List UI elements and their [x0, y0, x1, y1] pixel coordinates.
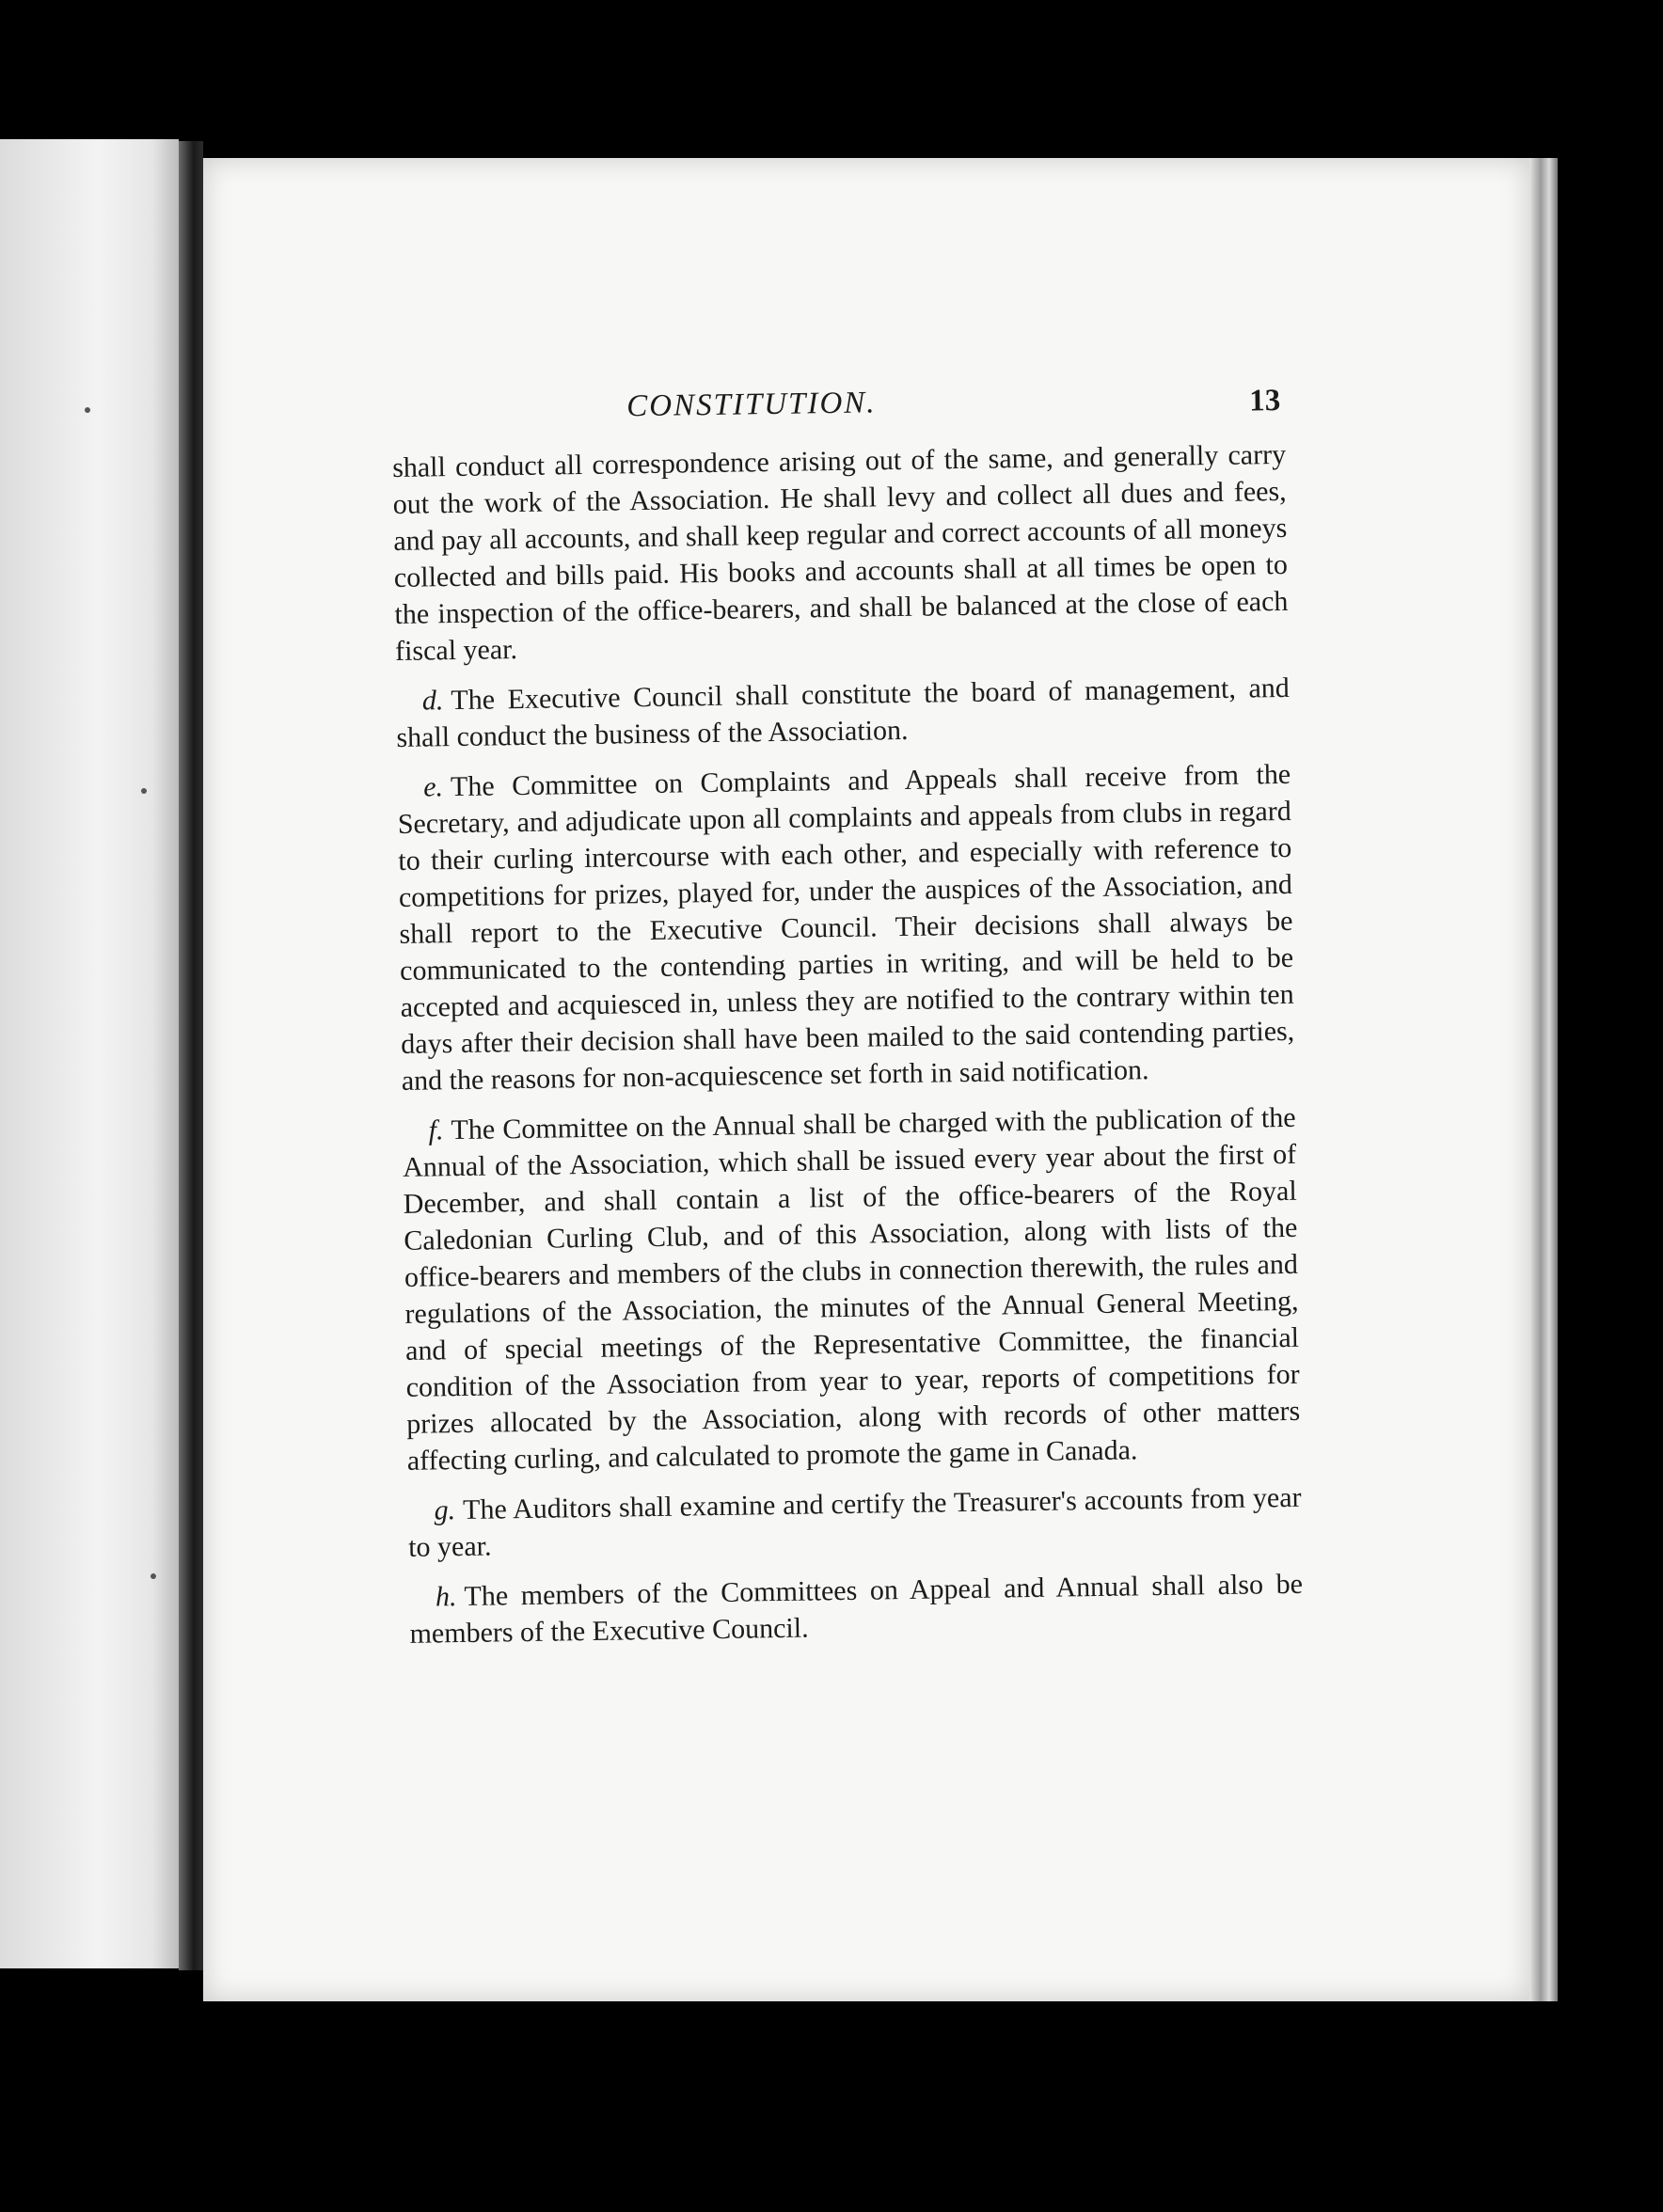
paragraph-label: f. — [428, 1114, 444, 1146]
paragraph-label: e. — [422, 771, 444, 803]
running-title: CONSTITUTION. — [626, 386, 877, 424]
paragraph-text: The Committee on Complaints and Appeals shall receive from the Secretary, and adjudicate upon all complaints and appeals from clubs in regard to their curling intercourse with each other, and especially with reference to competitions for prizes, played for, under the auspices of the Association, and shall report to the Executive Council. Their decisions shall always be communicated to the contending parties in writing, and will be held to be accepted and acquiesced in, unless they are notified to the contrary within ten days after their decision shall have been mailed to the said contending parties, and the reasons for non-acquiescence set forth in said notification. — [397, 758, 1295, 1097]
paragraph-text: shall conduct all correspondence arising out of the same, and generally carry out the work of the Association. He shall levy and collect all dues and fees, and pay all accounts, and shall keep regular and correct accounts of all moneys collected and bills paid. His books and accounts shall at all times be open to the inspection of the office-bearers, and shall be balanced at the close of each fiscal year. — [391, 438, 1289, 667]
page-number: 13 — [1248, 383, 1281, 419]
paragraph-continued — [392, 436, 1289, 670]
paragraph-label: h. — [435, 1581, 457, 1613]
paragraph-text: The Committee on the Annual shall be charged with the publication of the Annual of the Association, which shall be issued every year about the first of December, and shall contain a list of the office-bearers of the Royal Caledonian Curling Club, and of this Association, along with lists of the office-bearers and members of the clubs in connection therewith, the rules and regulations of the Association, the minutes of the Annual General Meeting, and of special meetings of the Representative Committee, the financial condition of the Association from year to year, reports of competitions for prizes allocated by the Association, along with records of other matters affecting curling, and calculated to promote the game in Canada. — [402, 1101, 1301, 1477]
paragraph-e — [397, 756, 1295, 1099]
speck — [85, 407, 90, 413]
facing-page — [0, 139, 179, 1968]
paragraph-d — [396, 670, 1291, 756]
book-gutter — [179, 141, 203, 1970]
speck — [141, 788, 147, 794]
text-block — [391, 380, 1304, 1666]
paragraph-g — [407, 1479, 1302, 1566]
paragraph-text: The Executive Council shall constitute the board of management, and shall conduct the business of the Association. — [396, 672, 1290, 753]
page-edge — [1529, 158, 1558, 2001]
paragraph-label: g. — [434, 1494, 456, 1526]
paragraph-label: d. — [421, 685, 444, 717]
page — [203, 158, 1529, 2001]
paragraph-text: The members of the Committees on Appeal and Annual shall also be members of the Executive Council. — [409, 1568, 1304, 1650]
paragraph-h — [409, 1566, 1304, 1652]
speck — [150, 1573, 156, 1579]
paragraph-f — [402, 1099, 1301, 1479]
paragraph-text: The Auditors shall examine and certify the Treasurer's accounts from year to year. — [407, 1481, 1302, 1563]
